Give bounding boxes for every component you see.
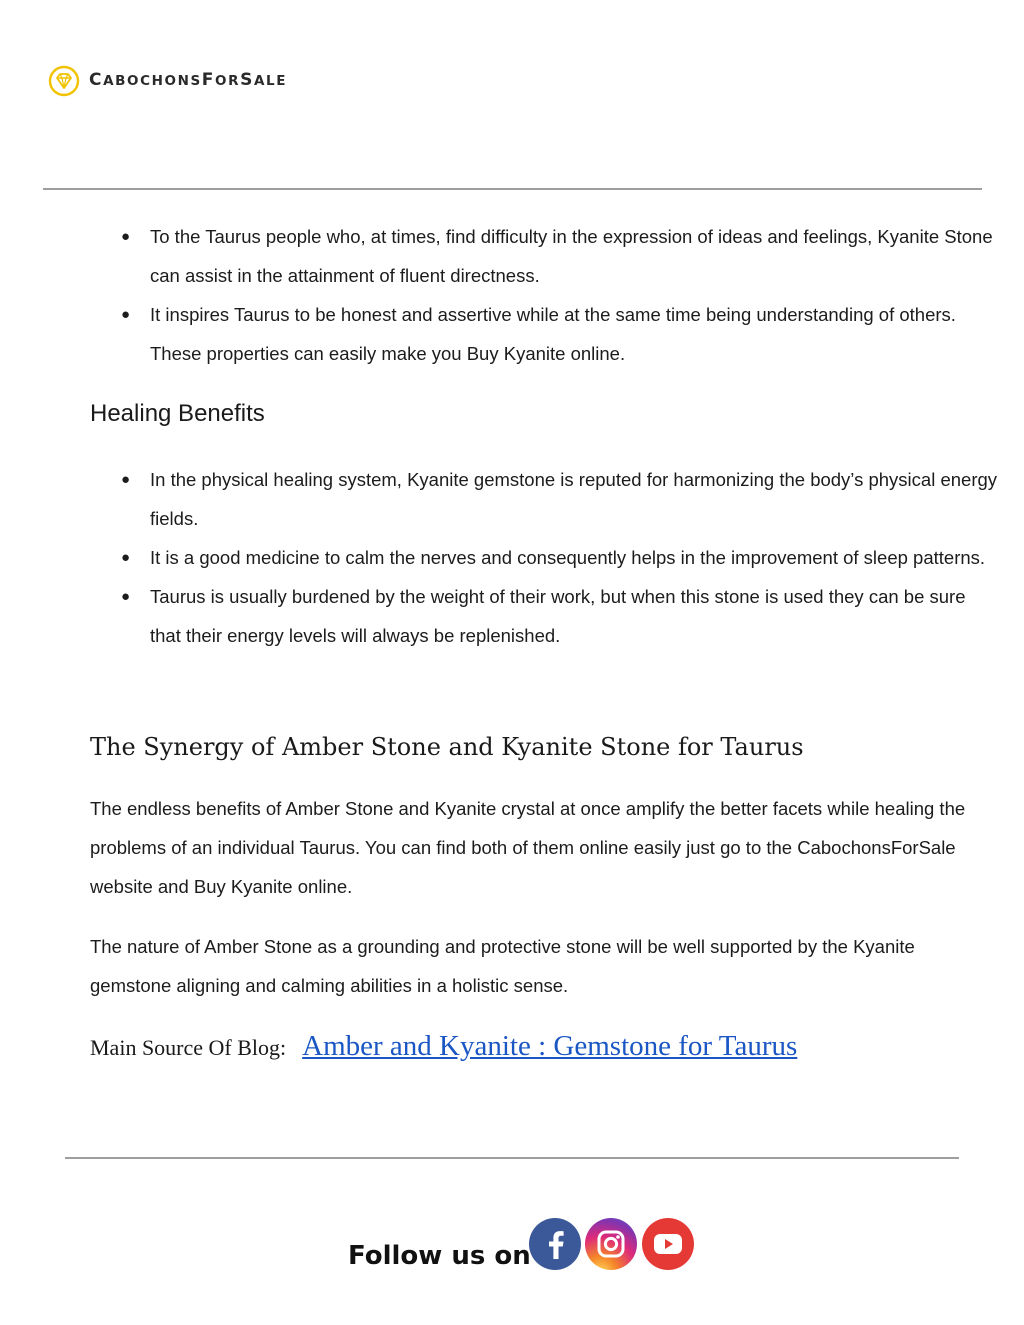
list-item: ● In the physical healing system, Kyanite gemstone is reputed for harmonizing the body’s physical energy fields.: [90, 460, 1000, 538]
youtube-icon[interactable]: [642, 1218, 694, 1270]
follow-us-label: Follow us on: [348, 1241, 531, 1271]
instagram-icon[interactable]: [585, 1218, 637, 1270]
bullet-icon: ●: [121, 588, 131, 605]
header-divider: [43, 188, 982, 190]
bullet-icon: ●: [121, 228, 131, 245]
brand-name: CABOCHONSFORSALE: [89, 70, 288, 90]
amber-kyanite-paragraph: The nature of Amber Stone as a grounding and protective stone will be well supported by the Kyanite gemstone aligning and calming abilities in a holistic sense.: [90, 936, 915, 996]
facebook-icon[interactable]: [529, 1218, 581, 1270]
healing-bullet-list: [90, 460, 1000, 655]
gem-logo-icon: [48, 65, 80, 97]
taurus-bullet-list: [90, 217, 1000, 373]
list-item: ● It is a good medicine to calm the nerves and consequently helps in the improvement of sleep patterns.: [90, 538, 1000, 577]
healing-benefits-heading: Healing Benefits: [90, 400, 265, 427]
blog-source: [90, 1030, 797, 1063]
bullet-icon: ●: [121, 471, 131, 488]
list-item: ● It inspires Taurus to be honest and assertive while at the same time being understanding of others. These properties can easily make you Buy Kyanite online.: [90, 295, 1000, 373]
source-label: Main Source Of Blog:: [90, 1035, 287, 1060]
source-link[interactable]: Amber and Kyanite : Gemstone for Taurus: [302, 1030, 798, 1062]
brand-logo[interactable]: [48, 64, 287, 97]
synergy-paragraph: The endless benefits of Amber Stone and Kyanite crystal at once amplify the better facets while healing the problems of an individual Taurus. You can find both of them online easily just go to the CabochonsForSale website and Buy Kyanite online.: [90, 798, 966, 897]
bullet-icon: ●: [121, 549, 131, 566]
synergy-heading: The Synergy of Amber Stone and Kyanite Stone for Taurus: [90, 733, 804, 761]
bullet-icon: ●: [121, 306, 131, 323]
footer-divider: [65, 1157, 959, 1159]
list-item: ● To the Taurus people who, at times, find difficulty in the expression of ideas and feelings, Kyanite Stone can assist in the attainment of fluent directness.: [90, 217, 1000, 295]
list-item: ● Taurus is usually burdened by the weight of their work, but when this stone is used they can be sure that their energy levels will always be replenished.: [90, 577, 1000, 655]
